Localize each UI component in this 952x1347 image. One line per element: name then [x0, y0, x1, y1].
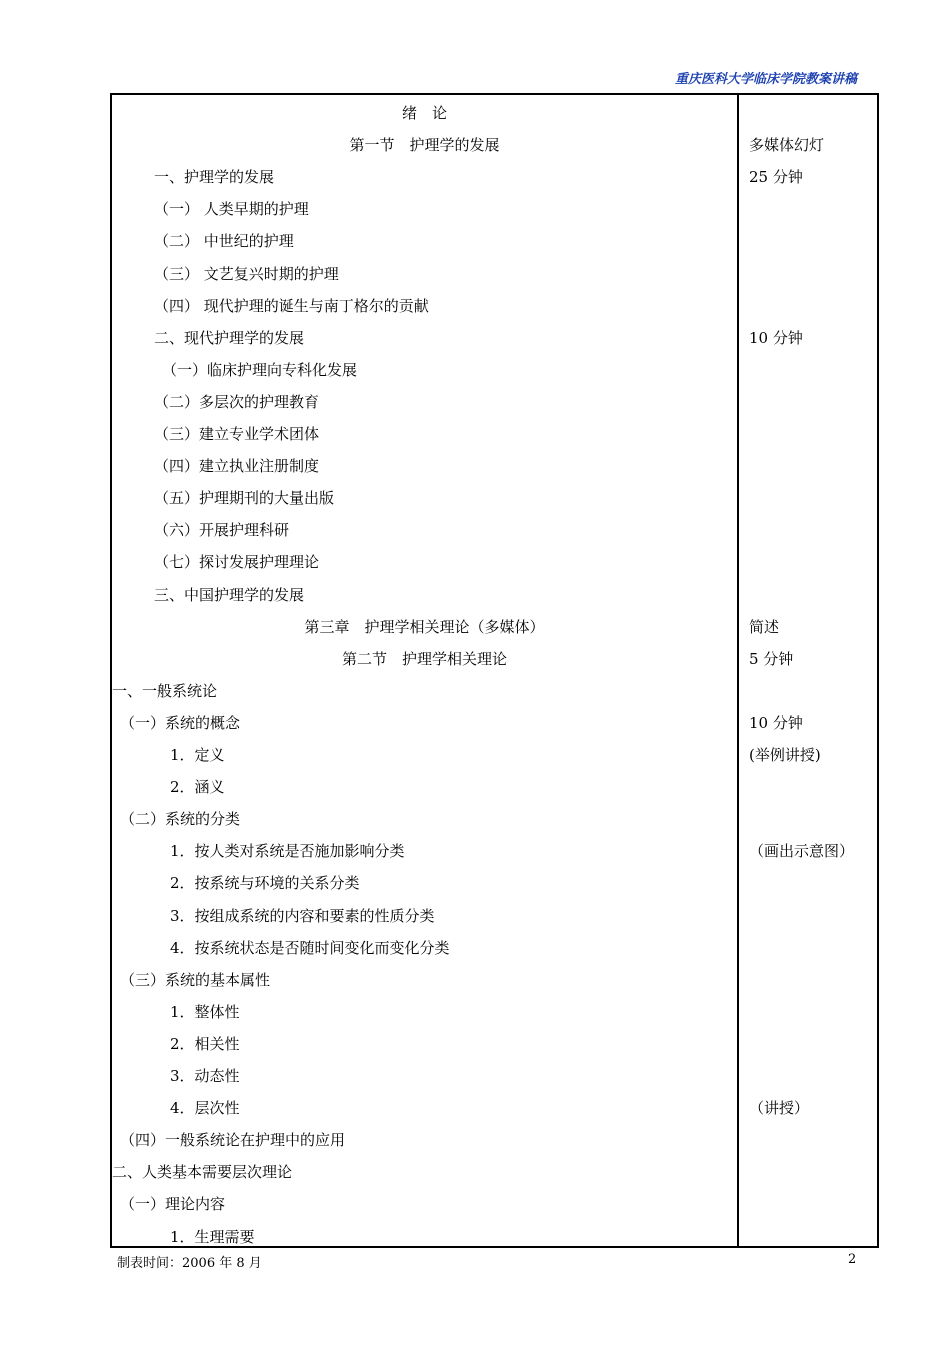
row-side-note — [749, 675, 875, 707]
row-main-text: 二、人类基本需要层次理论 — [112, 1163, 293, 1182]
table-row — [112, 1060, 877, 1092]
table-row — [112, 900, 877, 932]
table-row — [112, 867, 877, 899]
table-row — [112, 1028, 877, 1060]
table-row — [112, 482, 877, 514]
row-side-note — [749, 514, 875, 546]
row-side-note — [749, 1060, 875, 1092]
row-side-note — [749, 803, 875, 835]
row-main-text: 第二节 护理学相关理论 — [341, 649, 507, 668]
row-side-note — [749, 290, 875, 322]
row-side-note — [749, 932, 875, 964]
row-side-note: 10 分钟 — [749, 328, 803, 347]
table-row — [112, 97, 877, 129]
row-side-note — [749, 258, 875, 290]
row-main-text: 绪 论 — [401, 104, 447, 122]
row-side-note — [749, 1188, 875, 1220]
row-main-text: （一） 人类早期的护理 — [154, 200, 309, 219]
row-side-note — [749, 354, 875, 386]
row-side-note — [749, 1124, 875, 1156]
row-side-note: （画出示意图） — [749, 842, 855, 861]
table-row — [112, 1124, 877, 1156]
row-main-text: 2．涵义 — [170, 778, 225, 797]
row-side-note — [749, 771, 875, 803]
row-side-note: 5 分钟 — [749, 649, 794, 668]
row-side-note — [749, 579, 875, 611]
row-main-text: （三）系统的基本属性 — [120, 970, 271, 989]
row-side-note: 10 分钟 — [749, 713, 803, 732]
table-row — [112, 1156, 877, 1188]
row-main-text: 第一节 护理学的发展 — [349, 136, 500, 155]
row-side-note — [749, 482, 875, 514]
page-number: 2 — [848, 1252, 857, 1267]
table-row — [112, 932, 877, 964]
row-main-text: 4．按系统状态是否随时间变化而变化分类 — [170, 938, 450, 957]
row-main-text: （一）系统的概念 — [120, 713, 241, 732]
lesson-table — [110, 93, 879, 1248]
table-row — [112, 579, 877, 611]
footer-date: 制表时间：2006 年 8 月 — [117, 1256, 262, 1271]
row-main-text: 2．按系统与环境的关系分类 — [170, 874, 360, 893]
row-main-text: （二） 中世纪的护理 — [154, 232, 294, 251]
table-row — [112, 611, 877, 643]
table-row — [112, 964, 877, 996]
row-side-note — [749, 450, 875, 482]
table-row — [112, 418, 877, 450]
table-row — [112, 129, 877, 161]
table-row — [112, 193, 877, 225]
row-side-note — [749, 900, 875, 932]
row-main-text: （五）护理期刊的大量出版 — [154, 489, 335, 508]
row-main-text: 2．相关性 — [170, 1034, 240, 1053]
row-main-text: 一、一般系统论 — [112, 681, 218, 700]
row-main-text: （四）建立执业注册制度 — [154, 457, 320, 476]
row-side-note — [749, 1156, 875, 1188]
table-row — [112, 643, 877, 675]
table-row — [112, 739, 877, 771]
row-main-text: （三）建立专业学术团体 — [154, 425, 320, 443]
row-main-text: 4．层次性 — [170, 1099, 240, 1118]
table-row — [112, 450, 877, 482]
row-side-note — [749, 1221, 875, 1253]
table-row — [112, 1221, 877, 1253]
table-row — [112, 835, 877, 867]
row-main-text: 1．定义 — [170, 746, 225, 764]
table-row — [112, 514, 877, 546]
table-row — [112, 996, 877, 1028]
table-row — [112, 707, 877, 739]
row-main-text: （六）开展护理科研 — [154, 521, 290, 540]
table-row — [112, 354, 877, 386]
table-row — [112, 675, 877, 707]
row-main-text: （四） 现代护理的诞生与南丁格尔的贡献 — [154, 296, 429, 315]
row-side-note — [749, 97, 875, 129]
table-row — [112, 1188, 877, 1220]
row-side-note: （讲授） — [749, 1099, 810, 1118]
row-main-text: （二）多层次的护理教育 — [154, 392, 320, 411]
row-side-note — [749, 546, 875, 578]
row-side-note — [749, 225, 875, 257]
table-row — [112, 546, 877, 578]
row-main-text: （一）理论内容 — [120, 1195, 226, 1214]
row-main-text: （七）探讨发展护理理论 — [154, 553, 320, 572]
table-row — [112, 225, 877, 257]
row-main-text: 1．按人类对系统是否施加影响分类 — [170, 842, 405, 861]
row-main-text: （三） 文艺复兴时期的护理 — [154, 264, 339, 283]
row-main-text: 3．按组成系统的内容和要素的性质分类 — [170, 906, 435, 925]
row-side-note — [749, 1028, 875, 1060]
row-side-note — [749, 996, 875, 1028]
table-row — [112, 1092, 877, 1124]
row-side-note — [749, 964, 875, 996]
row-side-note: (举例讲授) — [749, 746, 821, 764]
row-side-note: 多媒体幻灯 — [749, 136, 825, 155]
table-row — [112, 771, 877, 803]
row-main-text: 1．生理需要 — [170, 1227, 255, 1246]
table-row — [112, 322, 877, 354]
header-title: 重庆医科大学临床学院教案讲稿 — [674, 72, 857, 87]
table-row — [112, 161, 877, 193]
row-main-text: 三、中国护理学的发展 — [154, 585, 305, 604]
row-main-text: 3．动态性 — [170, 1067, 240, 1085]
row-main-text: （二）系统的分类 — [120, 810, 241, 829]
row-main-text: （一）临床护理向专科化发展 — [162, 360, 358, 379]
row-main-text: 二、现代护理学的发展 — [154, 328, 305, 347]
row-side-note — [749, 418, 875, 450]
row-side-note: 25 分钟 — [749, 168, 803, 187]
table-row — [112, 803, 877, 835]
table-row — [112, 290, 877, 322]
row-main-text: 1．整体性 — [170, 1002, 240, 1021]
row-main-text: （四）一般系统论在护理中的应用 — [120, 1131, 346, 1150]
row-side-note: 简述 — [749, 617, 780, 636]
row-main-text: 第三章 护理学相关理论（多媒体） — [304, 617, 545, 636]
row-main-text: 一、护理学的发展 — [154, 168, 275, 187]
row-side-note — [749, 867, 875, 899]
row-side-note — [749, 193, 875, 225]
table-row — [112, 258, 877, 290]
table-row — [112, 386, 877, 418]
row-side-note — [749, 386, 875, 418]
